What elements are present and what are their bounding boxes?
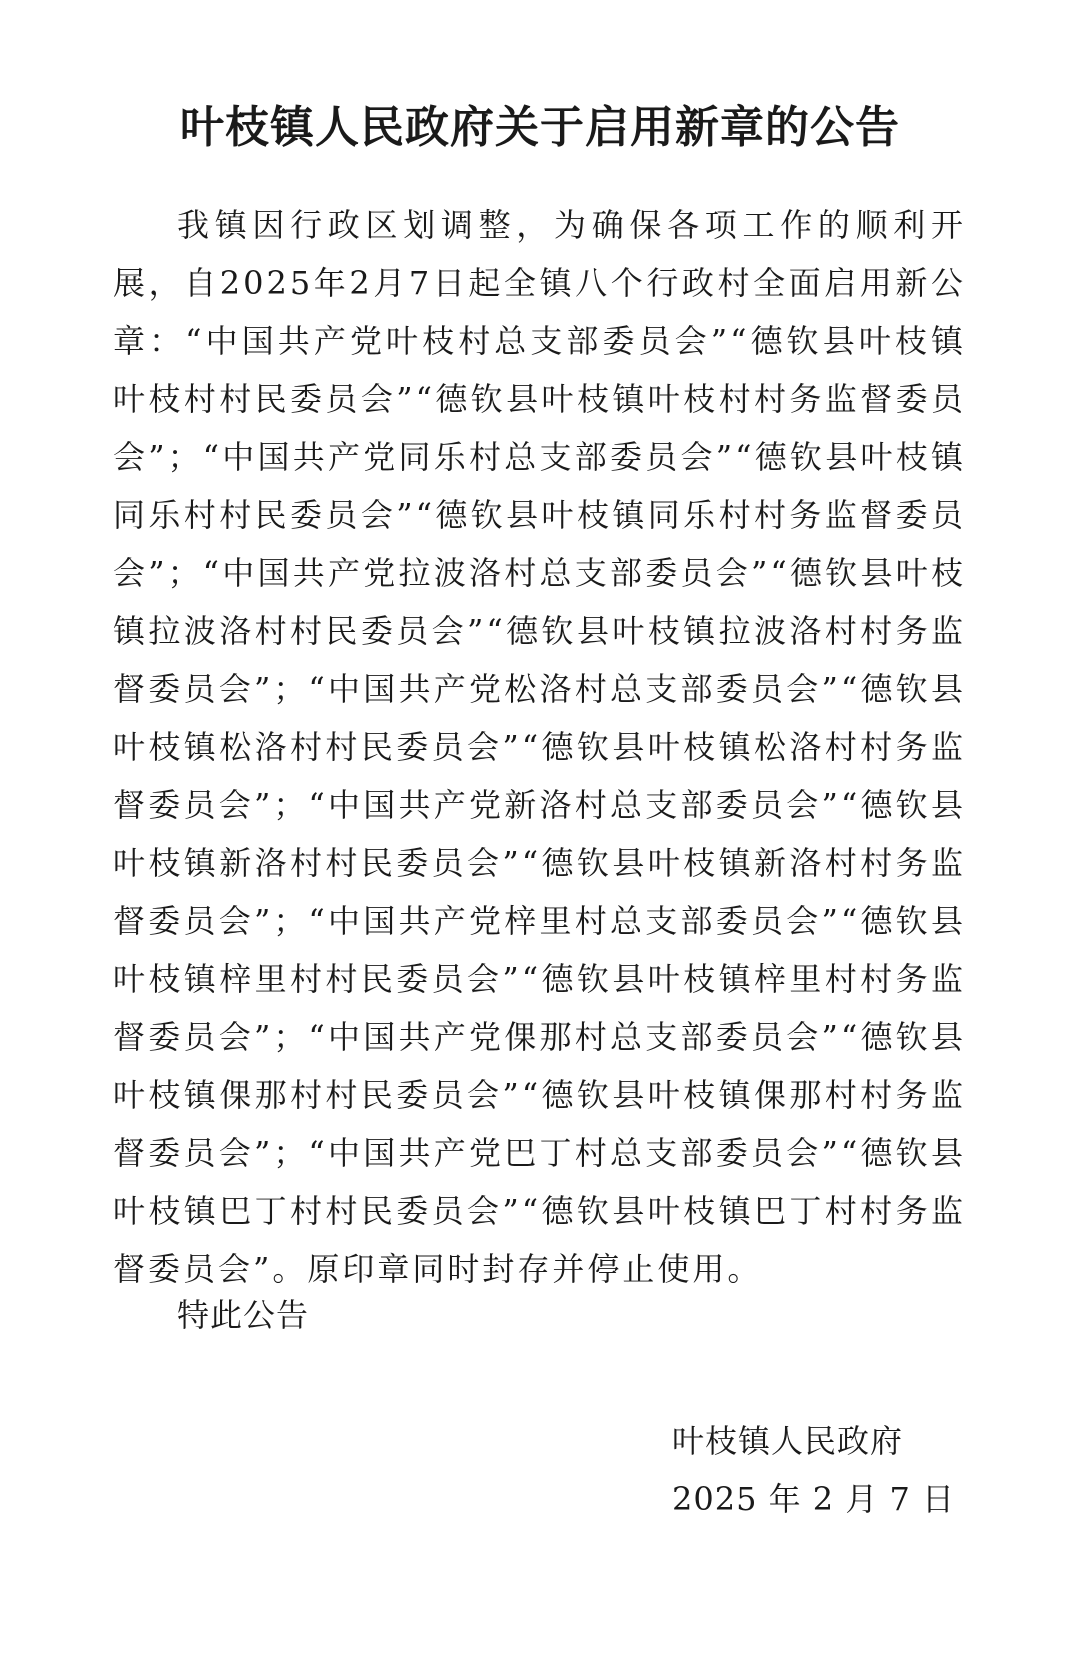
- signature-block: [672, 1412, 955, 1528]
- notice-closing: 特此公告: [177, 1296, 310, 1334]
- notice-title: 叶枝镇人民政府关于启用新章的公告: [180, 102, 900, 153]
- issue-date: 2025 年 2 月 7 日: [672, 1480, 956, 1518]
- notice-body: 我镇因行政区划调整，为确保各项工作的顺利开展，自2025年2月7日起全镇八个行政村全面启用新公章：“中国共产党叶枝村总支部委员会”“德钦县叶枝镇叶枝村村民委员会”“德钦县叶枝镇叶枝村村务监督委员会”；“中国共产党同乐村总支部委员会”“德钦县叶枝镇同乐村村民委员会”“德钦县叶枝镇同乐村村务监督委员会”；“中国共产党拉波洛村总支部委员会”“德钦县叶枝镇拉波洛村村民委员会”“德钦县叶枝镇拉波洛村村务监督委员会”；“中国共产党松洛村总支部委员会”“德钦县叶枝镇松洛村村民委员会”“德钦县叶枝镇松洛村村务监督委员会”；“中国共产党新洛村总支部委员会”“德钦县叶枝镇新洛村村民委员会”“德钦县叶枝镇新洛村村务监督委员会”；“中国共产党梓里村总支部委员会”“德钦县叶枝镇梓里村村民委员会”“德钦县叶枝镇梓里村村务监督委员会”；“中国共产党倮那村总支部委员会”“德钦县叶枝镇倮那村村民委员会”“德钦县叶枝镇倮那村村务监督委员会”；“中国共产党巴丁村总支部委员会”“德钦县叶枝镇巴丁村村民委员会”“德钦县叶枝镇巴丁村村务监督委员会”。原印章同时封存并停止使用。: [113, 206, 966, 1288]
- issuer-name: 叶枝镇人民政府: [672, 1422, 904, 1460]
